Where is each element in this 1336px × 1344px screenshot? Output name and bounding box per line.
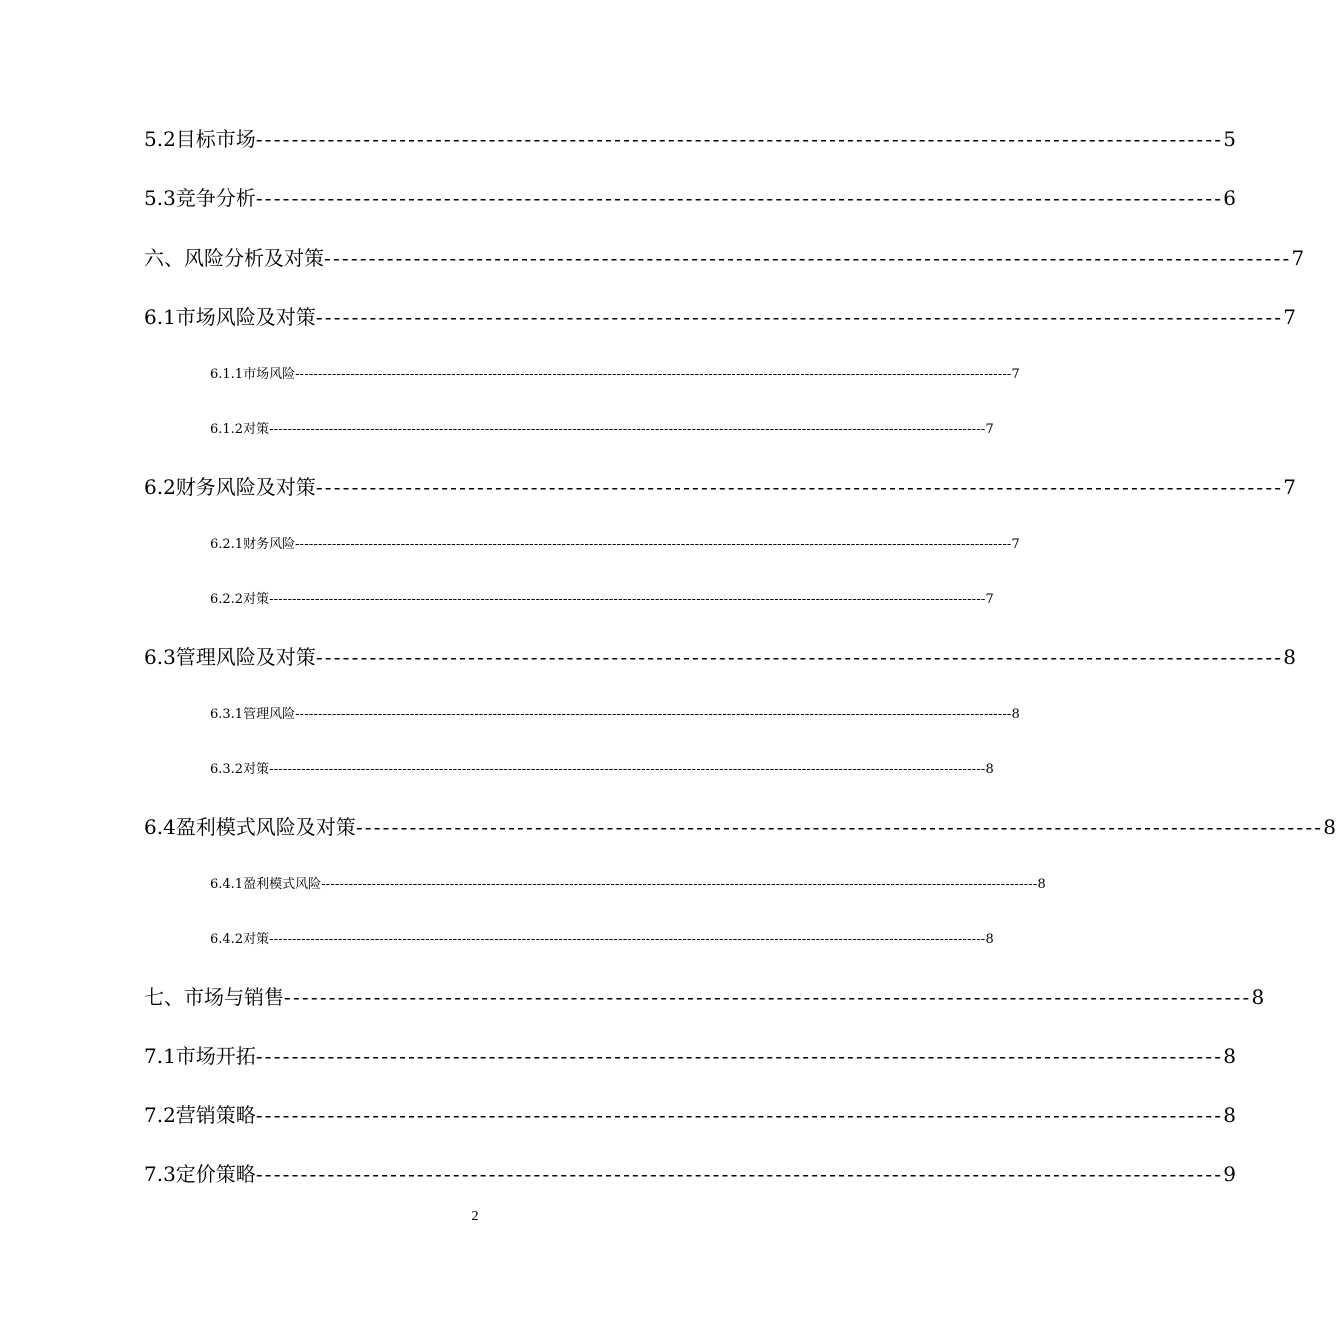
toc-entry-title: 5.2目标市场	[144, 127, 256, 151]
toc-leader: ------------------------------------------------------------------------------------------------------------	[315, 305, 1284, 329]
toc-entry-page: 7	[1283, 475, 1296, 499]
toc-entry-title: 6.2.2对策	[210, 592, 270, 607]
toc-entry-page: 8	[985, 762, 994, 777]
toc-entry-title: 6.4盈利模式风险及对策	[144, 815, 356, 839]
toc-entry-title: 6.2.1财务风险	[210, 537, 296, 552]
toc-entry-title: 6.3管理风险及对策	[144, 645, 316, 669]
toc-entry-page: 9	[1223, 1162, 1236, 1186]
toc-leader: ------------------------------------------------------------------------------------------------------------------------------------------------------------	[295, 707, 1012, 722]
toc-leader: ------------------------------------------------------------------------------------------------------------	[315, 645, 1284, 669]
toc-entry-page: 8	[985, 932, 994, 947]
toc-entry-title: 7.1市场开拓	[144, 1044, 256, 1068]
toc-entry[interactable]	[210, 705, 1020, 725]
toc-entry-page: 8	[1251, 985, 1265, 1009]
toc-entry[interactable]	[144, 812, 1336, 842]
toc-leader: ------------------------------------------------------------------------------------------------------------	[355, 815, 1324, 839]
toc-leader: ------------------------------------------------------------------------------------------------------------	[255, 186, 1224, 210]
toc-leader: ------------------------------------------------------------------------------------------------------------	[255, 1044, 1224, 1068]
toc-entry[interactable]	[144, 124, 1236, 154]
toc-leader: ------------------------------------------------------------------------------------------------------------------------------------------------------------	[269, 592, 986, 607]
toc-leader: ------------------------------------------------------------------------------------------------------------------------------------------------------------	[321, 877, 1038, 892]
toc-entry-title: 6.1.2对策	[210, 422, 270, 437]
toc-entry-page: 7	[1283, 305, 1296, 329]
toc-entry-title: 7.2营销策略	[144, 1103, 256, 1127]
toc-entry-page: 8	[1323, 815, 1336, 839]
toc-entry[interactable]	[144, 243, 1305, 273]
toc-entry[interactable]	[210, 590, 994, 610]
toc-entry[interactable]	[210, 535, 1020, 555]
toc-entry-title: 六、风险分析及对策	[144, 246, 324, 270]
toc-entry-title: 6.1.1市场风险	[210, 367, 296, 382]
toc-entry-title: 5.3竞争分析	[144, 186, 256, 210]
toc-entry-page: 8	[1283, 645, 1296, 669]
toc-leader: ------------------------------------------------------------------------------------------------------------	[284, 985, 1252, 1009]
toc-entry[interactable]	[144, 1159, 1236, 1189]
toc-entry-page: 7	[1011, 367, 1020, 382]
toc-leader: ------------------------------------------------------------------------------------------------------------	[255, 1162, 1224, 1186]
toc-entry-page: 6	[1223, 186, 1236, 210]
toc-entry[interactable]	[144, 183, 1236, 213]
toc-entry-title: 6.1市场风险及对策	[144, 305, 316, 329]
toc-leader: ------------------------------------------------------------------------------------------------------------	[324, 246, 1292, 270]
toc-entry-page: 8	[1037, 877, 1046, 892]
toc-entry[interactable]	[210, 365, 1020, 385]
toc-entry[interactable]	[210, 420, 994, 440]
toc-entry-page: 5	[1223, 127, 1236, 151]
toc-entry-page: 7	[1291, 246, 1305, 270]
toc-leader: ------------------------------------------------------------------------------------------------------------------------------------------------------------	[295, 367, 1012, 382]
toc-entry[interactable]	[144, 1100, 1236, 1130]
toc-entry-title: 6.3.2对策	[210, 762, 270, 777]
toc-entry[interactable]	[210, 930, 994, 950]
toc-leader: ------------------------------------------------------------------------------------------------------------------------------------------------------------	[295, 537, 1012, 552]
toc-entry-page: 7	[985, 592, 994, 607]
toc-entry[interactable]	[144, 472, 1296, 502]
toc-entry[interactable]	[210, 875, 1046, 895]
toc-entry-title: 6.2财务风险及对策	[144, 475, 316, 499]
toc-entry-title: 6.4.1盈利模式风险	[210, 877, 322, 892]
toc-entry[interactable]	[144, 642, 1296, 672]
toc-leader: ------------------------------------------------------------------------------------------------------------------------------------------------------------	[269, 762, 986, 777]
toc-leader: ------------------------------------------------------------------------------------------------------------------------------------------------------------	[269, 422, 986, 437]
toc-entry-page: 7	[985, 422, 994, 437]
toc-entry-page: 8	[1223, 1044, 1236, 1068]
toc-entry[interactable]	[144, 302, 1296, 332]
toc-entry-page: 7	[1011, 537, 1020, 552]
toc-leader: ------------------------------------------------------------------------------------------------------------	[255, 127, 1224, 151]
page-number: 2	[471, 1209, 479, 1224]
toc-entry-page: 8	[1011, 707, 1020, 722]
toc-entry-title: 6.4.2对策	[210, 932, 270, 947]
toc-entry[interactable]	[144, 982, 1265, 1012]
toc-entry[interactable]	[144, 1041, 1236, 1071]
toc-leader: ------------------------------------------------------------------------------------------------------------	[255, 1103, 1224, 1127]
toc-entry-title: 6.3.1管理风险	[210, 707, 296, 722]
toc-entry-title: 7.3定价策略	[144, 1162, 256, 1186]
toc-entry-page: 8	[1223, 1103, 1236, 1127]
toc-entry[interactable]	[210, 760, 994, 780]
toc-leader: ------------------------------------------------------------------------------------------------------------------------------------------------------------	[269, 932, 986, 947]
toc-leader: ------------------------------------------------------------------------------------------------------------	[315, 475, 1284, 499]
toc-entry-title: 七、市场与销售	[144, 985, 284, 1009]
